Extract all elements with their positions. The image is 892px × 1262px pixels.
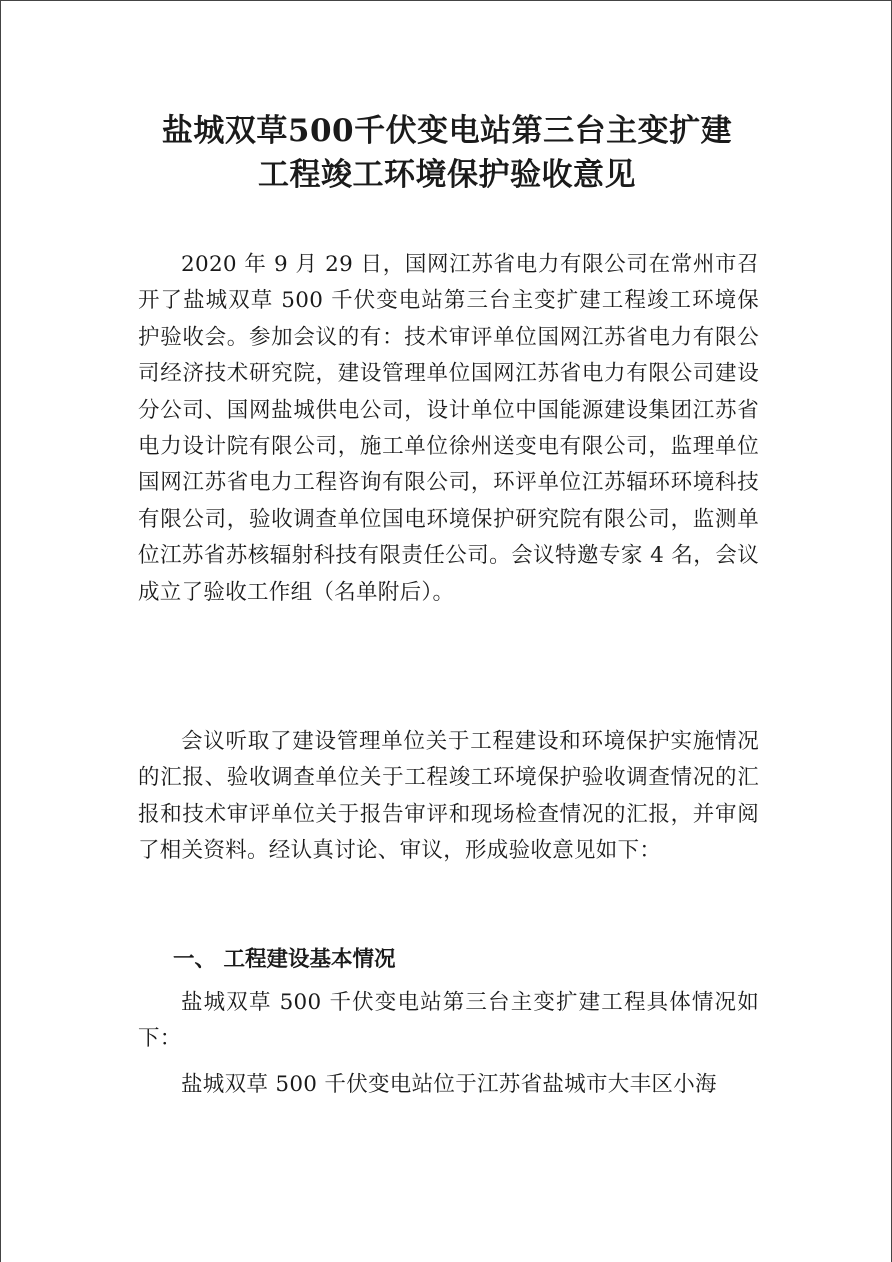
paragraph-station-location: 盐城双草 500 千伏变电站位于江苏省盐城市大丰区小海 [181,1072,717,1097]
document-title-line-1: 盐城双草500千伏变电站第三台主变扩建 [161,113,733,149]
paragraph-project-details: 盐城双草 500 千伏变电站第三台主变扩建工程具体情况如下： [138,990,759,1052]
paragraph-meeting-process: 会议听取了建设管理单位关于工程建设和环境保护实施情况的汇报、验收调查单位关于工程竣工环境保护验收调查情况的汇报和技术审评单位关于报告审评和现场检查情况的汇报，并审阅了相关资料。经认真讨论、审议，形成验收意见如下： [138,729,759,864]
paragraph-meeting-intro: 2020 年 9 月 29 日，国网江苏省电力有限公司在常州市召开了盐城双草 500 千伏变电站第三台主变扩建工程竣工环境保护验收会。参加会议的有：技术审评单位国网江苏省电力有限公司经济技术研究院，建设管理单位国网江苏省电力有限公司建设分公司、国网盐城供电公司，设计单位中国能源建设集团江苏省电力设计院有限公司，施工单位徐州送变电有限公司，监理单位国网江苏省电力工程咨询有限公司，环评单位江苏辐环环境科技有限公司，验收调查单位国电环境保护研究院有限公司，监测单位江苏省苏核辐射科技有限责任公司。会议特邀专家 4 名，会议成立了验收工作组（名单附后）。 [138,252,759,605]
document-title-line-2: 工程竣工环境保护验收意见 [258,157,636,193]
section-heading-construction-overview: 一、 工程建设基本情况 [173,947,396,972]
